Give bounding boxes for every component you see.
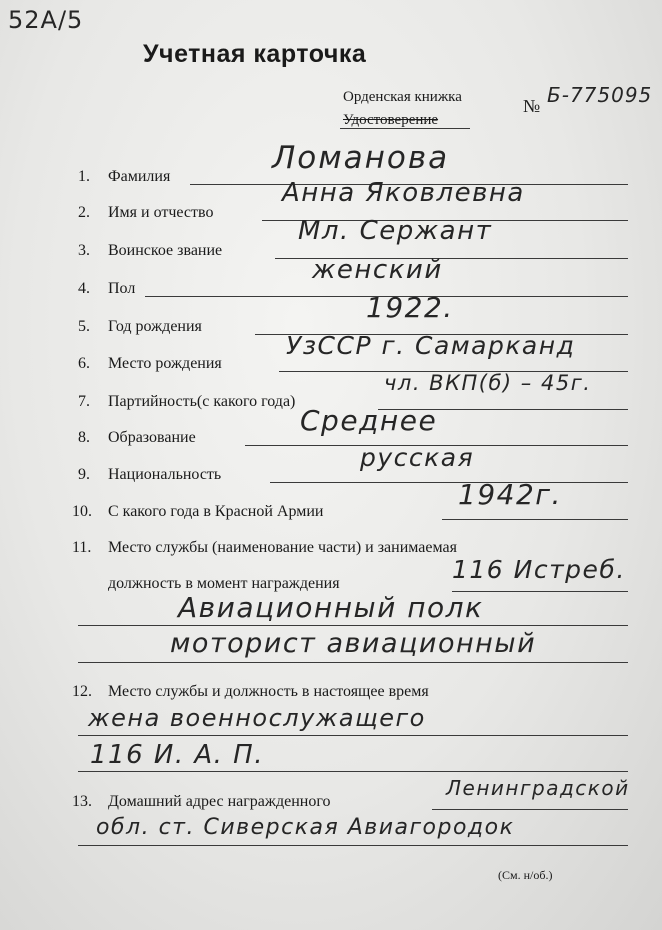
field-value-line-2: обл. ст. Сиверская Авиагородок [96,815,515,840]
footer-note: (См. н/об.) [498,868,553,882]
field-value: чл. ВКП(б) – 45г. [384,371,592,395]
field-value: 1942г. [458,478,562,511]
field-value: женский [312,255,443,285]
card-title: Учетная карточка [143,40,367,68]
field-number: 3. [78,242,90,259]
field-label: Воинское звание [108,242,223,259]
field-line [442,519,628,520]
field-value-line-2: 116 И. А. П. [90,740,264,770]
field-number: 4. [78,280,90,297]
field-line [78,771,628,772]
field-number: 6. [78,355,90,372]
field-label: Партийность(с какого года) [108,393,296,410]
field-value: УзССР г. Самарканд [286,331,576,360]
field-number: 2. [78,204,90,221]
field-label-line-2: должность в момент награждения [108,575,340,592]
field-line [270,482,628,483]
field-line [78,662,628,663]
field-value: русская [360,443,475,472]
field-number: 13. [72,793,92,810]
number-value: Б-775095 [547,83,653,107]
field-line [432,809,628,810]
field-number: 12. [72,683,92,700]
field-line [78,845,628,846]
field-label: С какого года в Красной Армии [108,503,324,520]
field-number: 11. [72,539,92,556]
field-value: Среднее [300,404,438,437]
field-number: 10. [72,503,92,520]
field-label-line-1: Место службы (наименование части) и занимаемая [108,539,457,556]
field-label: Имя и отчество [108,204,214,221]
field-value-line-1: жена военнослужащего [88,704,426,732]
field-label: Национальность [108,466,222,483]
field-label: Фамилия [108,168,171,185]
field-number: 5. [78,318,90,335]
field-value-line-1: 116 Истреб. [452,555,626,584]
field-value: 1922. [366,291,454,324]
field-value: Мл. Сержант [298,216,493,246]
field-label: Домашний адрес награжденного [108,793,331,810]
field-number: 7. [78,393,90,410]
field-number: 9. [78,466,90,483]
number-sign: № [523,96,541,116]
field-value: Анна Яковлевна [282,178,525,208]
field-value-line-3: моторист авиационный [170,628,537,659]
field-label: Место службы и должность в настоящее время [108,683,429,700]
corner-note: 52А/5 [8,6,84,34]
field-line [78,735,628,736]
field-label: Место рождения [108,355,222,372]
order-book-label: Орденская книжка [343,89,462,105]
field-label: Образование [108,429,196,446]
field-label: Пол [108,280,136,297]
field-value-line-2: Авиационный полк [178,591,484,624]
field-number: 1. [78,168,90,185]
field-line [78,625,628,626]
certificate-underline [340,128,470,129]
field-value-line-1: Ленинградской [446,776,630,800]
field-number: 8. [78,429,90,446]
field-value: Ломанова [272,140,450,176]
certificate-label: Удостоверение [343,112,439,128]
field-label: Год рождения [108,318,202,335]
